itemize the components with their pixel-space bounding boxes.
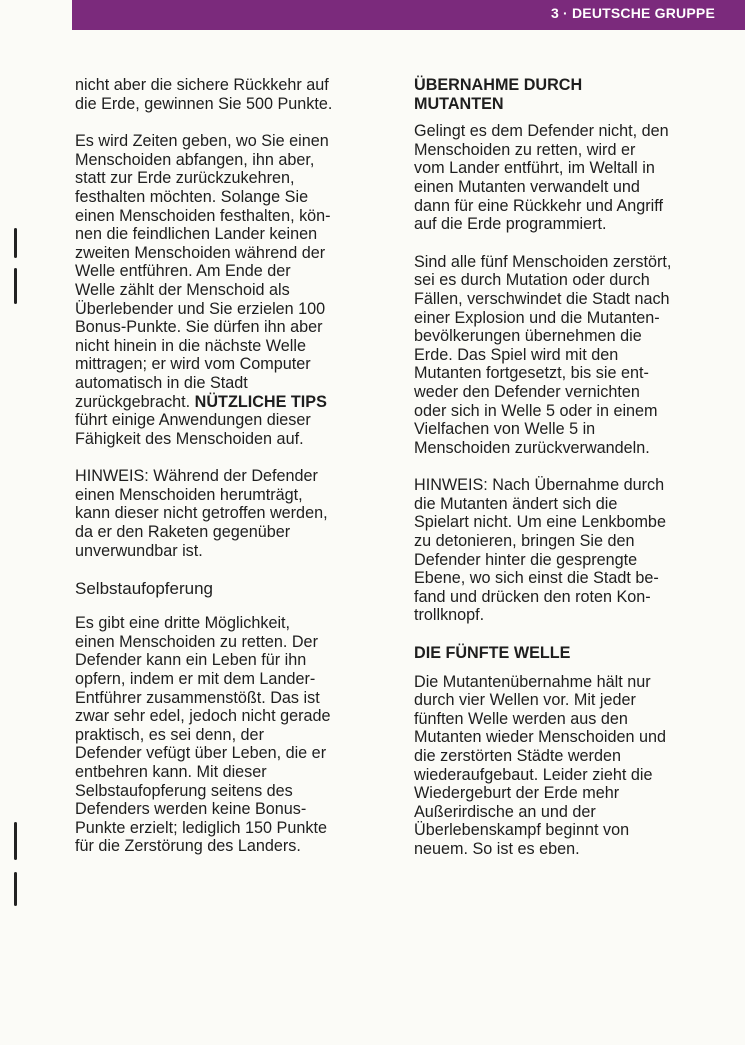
tips-reference: NÜTZLICHE TIPS xyxy=(194,392,327,411)
left-column xyxy=(75,76,375,875)
paragraph-sacrifice: Es gibt eine dritte Möglichkeit, einen Menschoiden zu retten. Der Defender kann ein Leben für ihn opfern, indem er mit dem Lander- Entführer zusammenstößt. Das ist zwar sehr edel, jedoch nicht gerade praktisch, es sei denn, der Defender vefügt über Leben, die er entbehren kann. Mit dieser Selbstaufopferung seitens des Defenders werden keine Bonus- Punkte erzielt; lediglich 150 Punkte für die Zerstörung des Landers. xyxy=(75,614,331,856)
hinweis-label: HINWEIS: xyxy=(414,476,488,495)
hinweis-note-right: HINWEIS: Nach Übernahme durch die Mutanten ändert sich die Spielart nicht. Um eine Lenkbombe zu detonieren, bringen Sie den Defender hinter die gesprengte Ebene, wo sich einst die Stadt be- fand und drücken den roten Kon- trollknopf. xyxy=(414,476,666,625)
header-bar xyxy=(72,0,745,30)
binding-mark xyxy=(14,268,17,304)
paragraph-hold-menschoid: Es wird Zeiten geben, wo Sie einen Menschoiden abfangen, ihn aber, statt zur Erde zurückzukehren, festhalten möchten. Solange Sie einen Menschoiden festhalten, kön- nen die feindlichen Lander keinen zweiten Menschoiden während der Welle entführen. Am Ende der Welle zählt der Menschoid als Überlebender und Sie erzielen 100 Bonus-Punkte. Sie dürfen ihn aber nicht hinein in die nächste Welle mittragen; er wird vom Computer automatisch in die Stadt zurückgebracht. NÜTZLICHE TIPS führt einige Anwendungen dieser Fähigkeit des Menschoiden auf. xyxy=(75,132,331,448)
paragraph-return: nicht aber die sichere Rückkehr auf die Erde, gewinnen Sie 500 Punkte. xyxy=(75,76,333,113)
section-title: 3 · DEUTSCHE GRUPPE xyxy=(550,5,715,21)
paragraph-mutation: Gelingt es dem Defender nicht, den Menschoiden zu retten, wird er vom Lander entführt, im Weltall in einen Mutanten verwandelt und dann für eine Rückkehr und Angriff auf die Erde programmiert. xyxy=(414,122,669,234)
binding-mark xyxy=(14,228,17,258)
binding-mark xyxy=(14,822,17,860)
hinweis-note-left: HINWEIS: Während der Defender einen Menschoiden herumträgt, kann dieser nicht getroffen werden, da er den Raketen gegenüber unverwundbar ist. xyxy=(75,467,328,560)
heading-mutanten: ÜBERNAHME DURCH MUTANTEN xyxy=(414,76,583,113)
binding-mark xyxy=(14,872,17,906)
paragraph-fifth-wave: Die Mutantenübernahme hält nur durch vier Wellen vor. Mit jeder fünften Welle werden aus den Mutanten wieder Menschoiden und die zerstörten Städte werden wiederaufgebaut. Leider zieht die Wiedergeburt der Erde mehr Außerirdische an und der Überlebenskampf beginnt von neuem. So ist es eben. xyxy=(414,672,666,858)
paragraph-city-destroyed: Sind alle fünf Menschoiden zerstört, sei es durch Mutation oder durch Fällen, verschwindet die Stadt nach einer Explosion und die Mutanten- bevölkerungen übernehmen die Erde. Das Spiel wird mit den Mutanten fortgesetzt, bis sie ent- weder den Defender vernichten oder sich in Welle 5 oder in einem Vielfachen von Welle 5 in Menschoiden zurückverwandeln. xyxy=(414,252,672,457)
right-column xyxy=(414,76,714,878)
heading-fuenfte-welle: DIE FÜNFTE WELLE xyxy=(414,644,571,663)
subheading-selbstaufopferung: Selbstaufopferung xyxy=(75,579,213,599)
hinweis-label: HINWEIS: xyxy=(75,467,149,486)
